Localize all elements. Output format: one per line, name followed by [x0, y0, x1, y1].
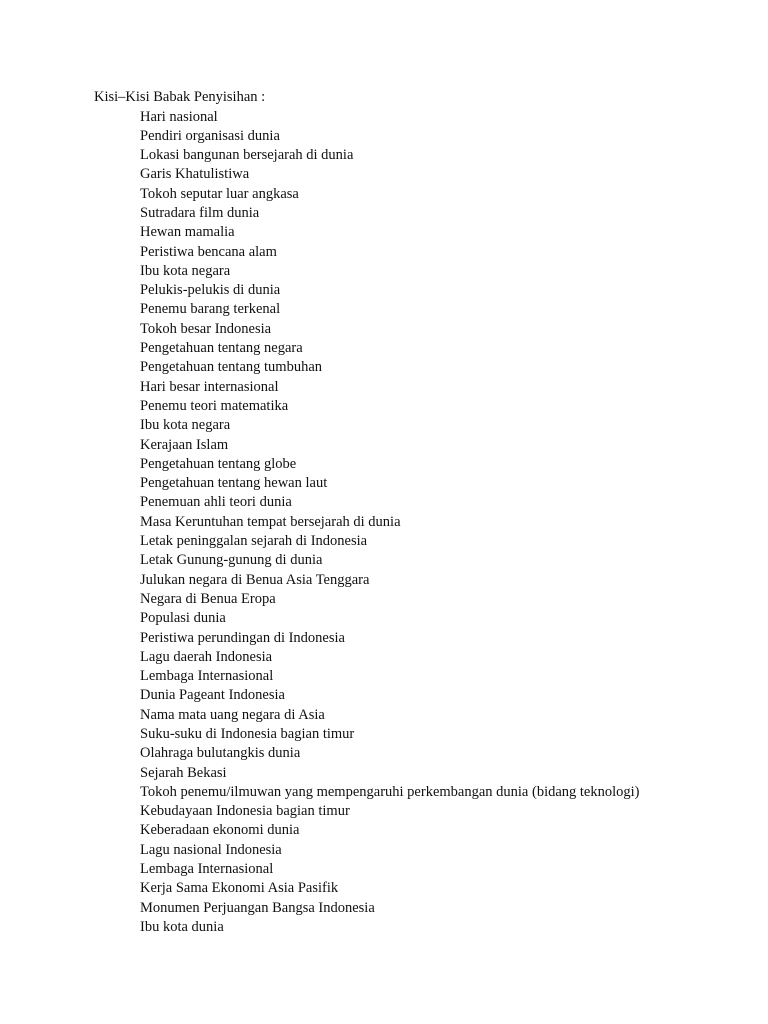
list-item-text: Pendiri organisasi dunia — [140, 127, 280, 144]
list-item-text: Suku-suku di Indonesia bagian timur — [140, 726, 355, 742]
list-item-text: Pengetahuan tentang globe — [140, 455, 297, 472]
list-item-text: Lagu nasional Indonesia — [140, 841, 282, 858]
list-item-text: Tokoh penemu/ilmuwan yang mempengaruhi perkembangan dunia (bidang teknologi) — [140, 783, 640, 800]
list-item-text: Lembaga Internasional — [140, 861, 274, 878]
list-item-text: Letak Gunung-gunung di dunia — [140, 552, 323, 569]
list-item-text: Dunia Pageant Indonesia — [140, 687, 285, 704]
list-item-text: Lokasi bangunan bersejarah di dunia — [140, 147, 354, 164]
list-item-text: Pengetahuan tentang tumbuhan — [140, 359, 323, 376]
list-item-text: Negara di Benua Eropa — [140, 590, 276, 607]
list-item-text: Monumen Perjuangan Bangsa Indonesia — [140, 899, 375, 916]
list-item-text: Julukan negara di Benua Asia Tenggara — [140, 571, 370, 588]
list-item-text: Tokoh seputar luar angkasa — [140, 185, 299, 202]
list-item-text: Ibu kota negara — [140, 262, 231, 279]
list-item-text: Pengetahuan tentang hewan laut — [140, 475, 328, 492]
list-item-text: Kerajaan Islam — [140, 436, 229, 453]
list-item-text: Populasi dunia — [140, 610, 226, 627]
list-item-text: Peristiwa bencana alam — [140, 243, 277, 260]
list-item-text: Penemu teori matematika — [140, 397, 289, 414]
list-item-text: Nama mata uang negara di Asia — [140, 706, 325, 723]
list-item-text: Olahraga bulutangkis dunia — [140, 745, 301, 762]
list-item-text: Hari nasional — [140, 108, 218, 125]
list-item-text: Pengetahuan tentang negara — [140, 340, 303, 357]
list-item-text: Kebudayaan Indonesia bagian timur — [140, 803, 350, 820]
list-item-text: Masa Keruntuhan tempat bersejarah di dunia — [140, 513, 401, 530]
document-heading: Kisi–Kisi Babak Penyisihan : — [94, 89, 266, 105]
list-item-text: Ibu kota dunia — [140, 918, 224, 935]
list-item-text: Kerja Sama Ekonomi Asia Pasifik — [140, 880, 339, 897]
list-item-text: Keberadaan ekonomi dunia — [140, 822, 300, 839]
list-item-text: Ibu kota negara — [140, 417, 231, 434]
list-item-text: Hewan mamalia — [140, 224, 235, 241]
list-item-text: Hari besar internasional — [140, 378, 279, 395]
list-item-text: Lagu daerah Indonesia — [140, 648, 273, 665]
list-item-text: Penemu barang terkenal — [140, 301, 281, 318]
list-item-text: Lembaga Internasional — [140, 668, 274, 685]
list-item-text: Pelukis-pelukis di dunia — [140, 282, 281, 299]
list-item-text: Garis Khatulistiwa — [140, 166, 250, 183]
list-item-text: Peristiwa perundingan di Indonesia — [140, 629, 345, 646]
list-item-text: Penemuan ahli teori dunia — [140, 494, 292, 511]
list-item-text: Letak peninggalan sejarah di Indonesia — [140, 533, 368, 550]
list-item-text: Tokoh besar Indonesia — [140, 320, 272, 337]
list-item-text: Sejarah Bekasi — [140, 764, 227, 781]
list-item-text: Sutradara film dunia — [140, 204, 260, 221]
